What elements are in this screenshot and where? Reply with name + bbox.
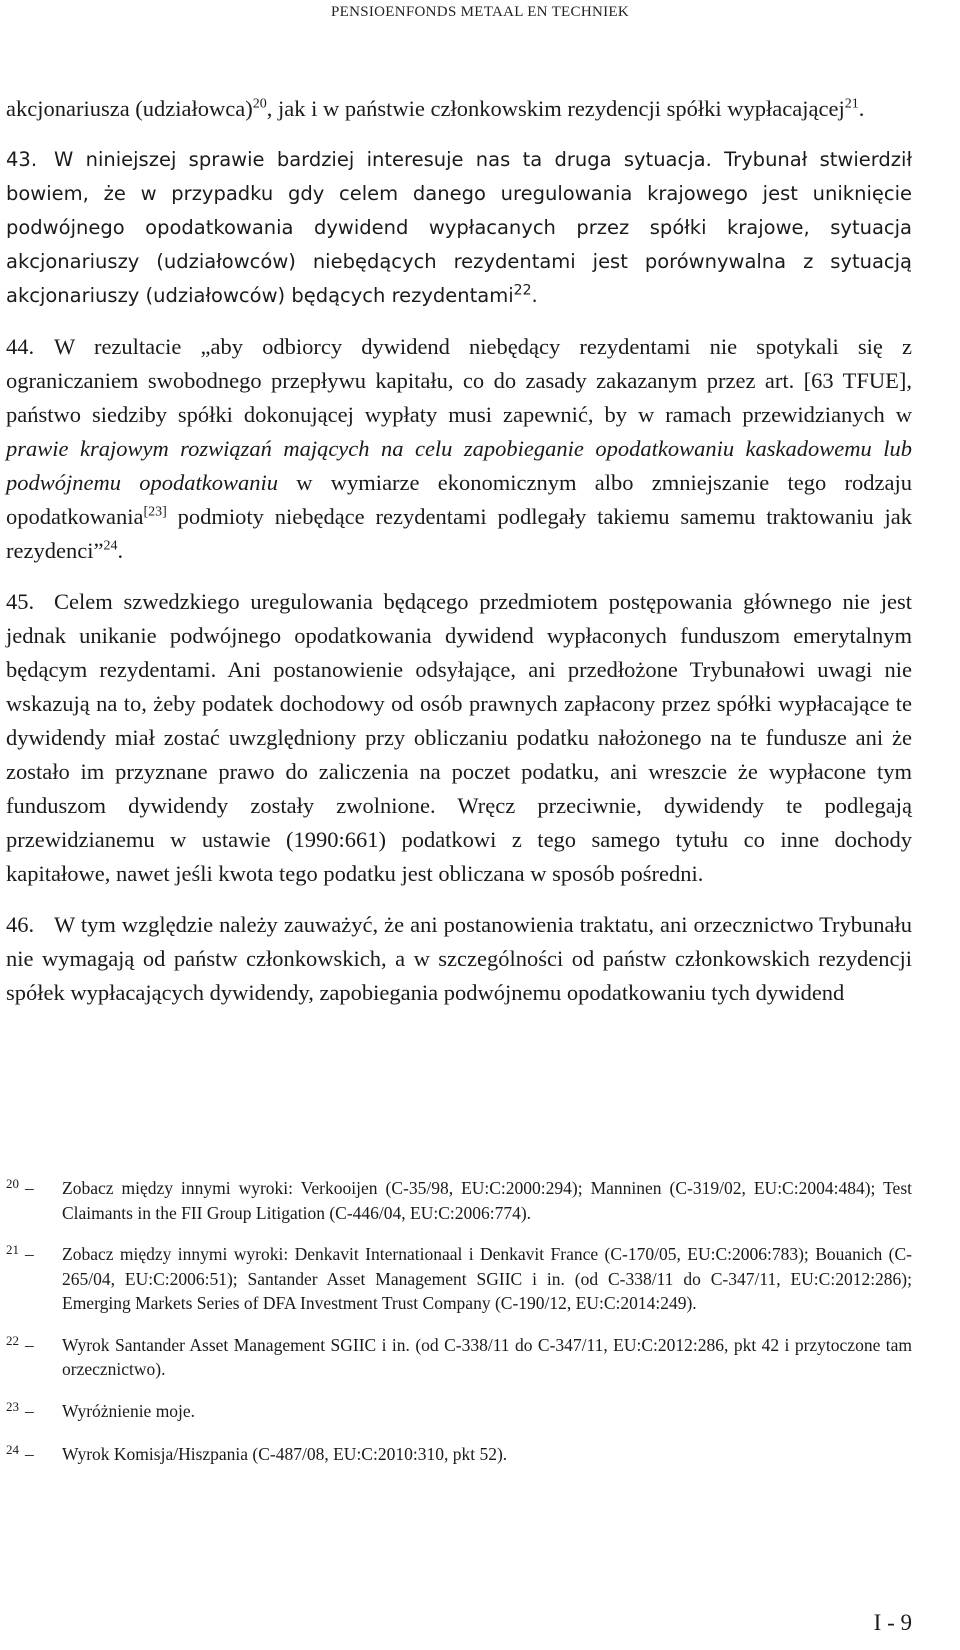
footnote-dash: – — [25, 1444, 34, 1464]
footnote-number: 23 — [6, 1398, 19, 1414]
paragraph-43 — [6, 143, 912, 313]
footnote-number: 21 — [6, 1242, 19, 1257]
footnote-ref-20[interactable]: 20 — [252, 96, 267, 112]
footnote-23 — [6, 1399, 912, 1426]
paragraph-text: podmioty niebędące rezydentami podlegały takiemu samemu traktowaniu jak rezydenci” — [6, 504, 912, 563]
footnote-dash: – — [25, 1244, 34, 1264]
footnote-text: Zobacz między innymi wyroki: Denkavit Internationaal i Denkavit France (C-170/05, EU:C:2006:783); Bouanich (C-265/04, EU:C:2006:51); Santander Asset Management SGIIC i in. (od C-338/11 do C-347/11, EU:C:2012:286); Emerging Markets Series of DFA Investment Trust Company (C-190/12, EU:C:2014:249). — [62, 1244, 912, 1313]
footnotes-section — [6, 1176, 912, 1486]
footnote-dash: – — [25, 1334, 34, 1355]
paragraph-text: akcjonariusza (udziałowca) — [6, 96, 253, 121]
running-header: PENSIOENFONDS METAAL EN TECHNIEK — [331, 4, 629, 20]
paragraph-number: 43. — [6, 148, 38, 171]
paragraph-text: W niniejszej sprawie bardziej interesuje nas ta druga sytuacja. Trybunał stwierdził bowiem, że w przypadku gdy celem danego uregulowania krajowego jest uniknięcie podwójnego opodatkowania dywidend wypłacanych przez spółki krajowe, sytuacja akcjonariuszy (udziałowców) niebędących rezydentami jest porównywalna z sytuacją akcjonariuszy (udziałowców) będących rezydentami — [6, 148, 912, 307]
footnote-text: Wyróżnienie moje. — [62, 1400, 196, 1421]
footnote-21 — [6, 1242, 912, 1316]
footnote-text: Wyrok Komisja/Hiszpania (C-487/08, EU:C:2010:310, pkt 52). — [62, 1444, 508, 1464]
footnote-text: Wyrok Santander Asset Management SGIIC i in. (od C-338/11 do C-347/11, EU:C:2012:286, pkt 42 i przytoczone tam orzecznictwo). — [62, 1334, 912, 1379]
footnote-ref-24[interactable]: 24 — [103, 538, 118, 554]
page-number: I - 9 — [873, 1610, 912, 1635]
paragraph-text: w wymiarze ekonomicznym albo zmniejszanie tego rodzaju opodatkowania — [6, 470, 912, 529]
paragraph-number: 45. — [6, 589, 35, 614]
footnote-20 — [6, 1176, 912, 1225]
paragraph-text: W rezultacie „aby odbiorcy dywidend niebędący rezydentami nie spotykali się z ograniczaniem swobodnego przepływu kapitału, co do zasady zakazanym przez art. [63 TFUE], państwo siedziby spółki dokonującej wypłaty musi zapewnić, by w ramach przewidzianych w — [6, 334, 912, 427]
paragraph-text: Celem szwedzkiego uregulowania będącego przedmiotem postępowania głównego nie jest jednak unikanie podwójnego opodatkowania dywidend wypłaconych funduszom emerytalnym będącym rezydentami. Ani postanowienie odsyłające, ani przedłożone Trybunałowi uwagi nie wskazują na to, żeby podatek dochodowy od osób prawnych zapłacony przez spółki wypłacające te dywidendy miał zostać uwzględniony przy obliczaniu podatku nałożonego na te fundusze ani że zostało im przyznane prawo do zaliczenia na poczet podatku, ani wreszcie że wypłacone tym funduszom dywidendy zostały zwolnione. Wręcz przeciwnie, dywidendy te podlegają przewidzianemu w ustawie (1990:661) podatkowi z tego samego tytułu co inne dochody kapitałowe, nawet jeśli kwota tego podatku jest obliczana w sposób pośredni. — [6, 589, 912, 886]
paragraph-text: , jak i w państwie członkowskim rezydencji spółki wypłacającej — [266, 96, 845, 121]
paragraph-42-continuation — [6, 92, 912, 126]
paragraph-text: . — [117, 538, 124, 563]
body-text — [6, 92, 912, 1027]
footnote-ref-21[interactable]: 21 — [844, 96, 859, 112]
paragraph-text: . — [858, 96, 865, 121]
footnote-number: 22 — [6, 1332, 19, 1348]
paragraph-italic-text: prawie krajowym rozwiązań mających na celu zapobieganie opodatkowaniu kaskadowemu lub podwójnemu opodatkowaniu — [6, 436, 912, 495]
paragraph-number: 46. — [6, 912, 35, 937]
footnote-number: 20 — [6, 1176, 19, 1191]
paragraph-number: 44. — [6, 334, 35, 359]
paragraph-45 — [6, 585, 912, 891]
paragraph-text: W tym względzie należy zauważyć, że ani postanowienia traktatu, ani orzecznictwo Trybunału nie wymagają od państw członkowskich, a w szczególności od państw członkowskich rezydencji spółek wypłacających dywidendy, zapobiegania podwójnemu opodatkowaniu tych dywidend — [6, 912, 912, 1005]
footnote-ref-22[interactable]: 22 — [513, 282, 532, 299]
footnote-dash: – — [25, 1400, 34, 1421]
paragraph-46 — [6, 908, 912, 1010]
footnote-dash: – — [25, 1178, 34, 1198]
footnote-number: 24 — [6, 1442, 19, 1457]
paragraph-text: . — [531, 284, 538, 307]
footnote-24 — [6, 1442, 912, 1469]
paragraph-44 — [6, 330, 912, 568]
footnote-ref-23[interactable]: [23] — [143, 504, 167, 520]
footnote-text: Zobacz między innymi wyroki: Verkooijen (C-35/98, EU:C:2000:294); Manninen (C-319/02, EU:C:2004:484); Test Claimants in the FII Group Litigation (C-446/04, EU:C:2006:774). — [62, 1178, 912, 1223]
footnote-22 — [6, 1333, 912, 1382]
